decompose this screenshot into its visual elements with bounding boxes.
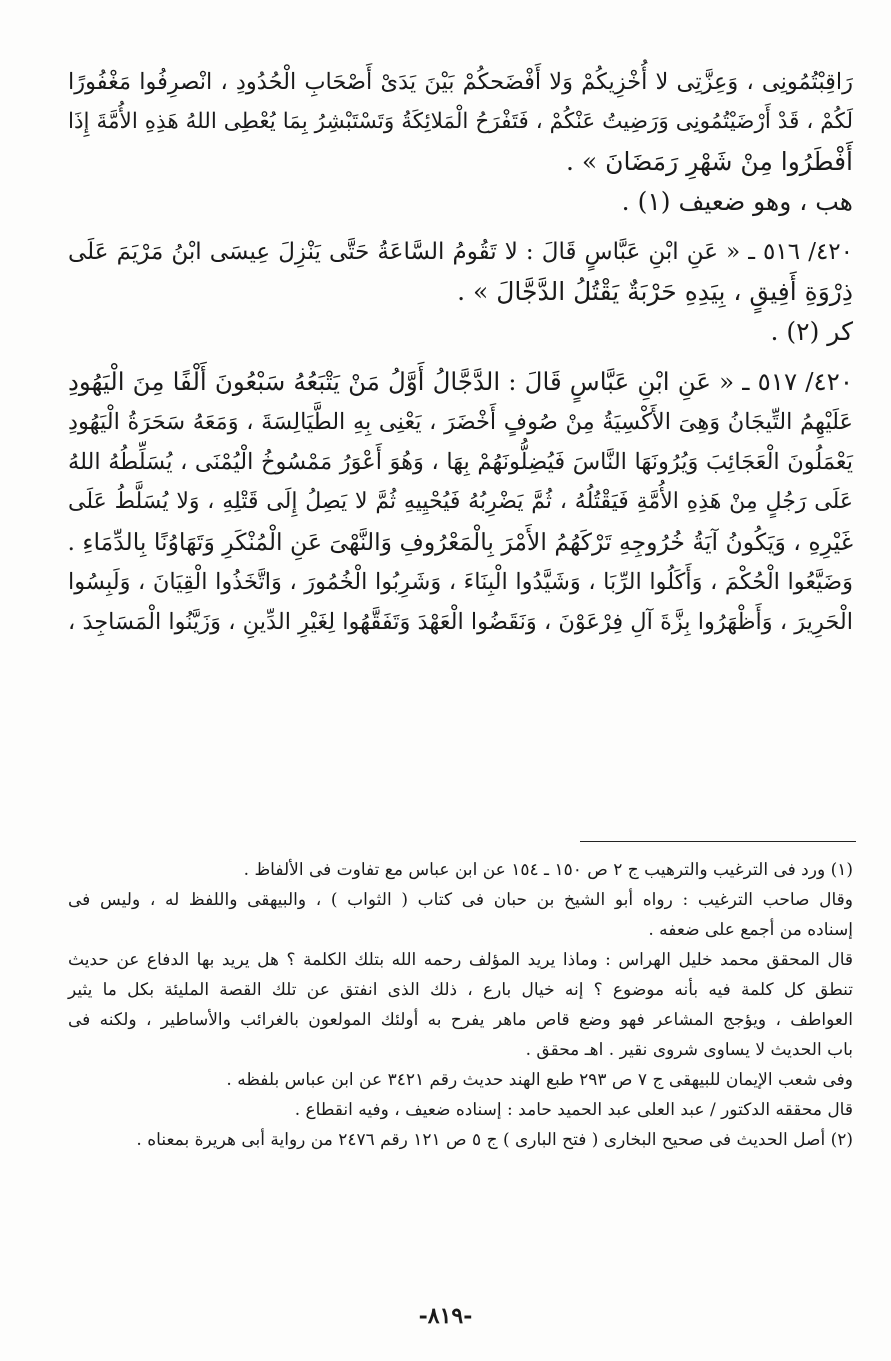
- footnote-2: (٢) أصل الحديث فى صحيح البخارى ( فتح البارى ) ج ٥ ص ١٢١ رقم ٢٤٧٦ من رواية أبى هريرة بمعناه .: [136, 1130, 853, 1150]
- footnote-1-line: إسناده من أجمع على ضعفه .: [648, 920, 853, 940]
- source-reference: هب ، وهو ضعيف (١) .: [621, 187, 853, 216]
- footnote-1-line: باب الحديث لا يساوى شروى نقير . اهـ محقق .: [525, 1040, 853, 1060]
- hadith-517-line: ٤٢٠/ ٥١٧ ـ « عَنِ ابْنِ عَبَّاسٍ قَالَ : الدَّجَّالُ أَوَّلُ مَنْ يَتْبَعُهُ سَبْعُونَ أَلْفًا مِنَ الْيَهُودِ: [68, 367, 853, 396]
- footnote-1-line: قال محققه الدكتور / عبد العلى عبد الحميد حامد : إسناده ضعيف ، وفيه انقطاع .: [294, 1100, 853, 1120]
- footnote-1-line: وفى شعب الإيمان للبيهقى ج ٧ ص ٢٩٣ طبع الهند حديث رقم ٣٤٢١ عن ابن عباس بلفظه .: [226, 1070, 853, 1090]
- hadith-516-line: ذِرْوَةِ أَفِيقٍ ، بِيَدِهِ حَرْبَةٌ يَقْتُلُ الدَّجَّالَ » .: [457, 277, 853, 306]
- hadith-517-line: عَلَى رَجُلٍ مِنْ هَذِهِ الأُمَّةِ فَيَقْتُلُهُ ، ثُمَّ يَضْرِبُهُ فَيُحْيِيهِ ثُمَّ لا يَصِلُ إِلَى قَتْلِهِ ، وَلا يُسَلَّطُ عَلَى: [68, 489, 853, 514]
- hadith-517-line: الْحَرِيرَ ، وَأَظْهَرُوا بِزَّةَ آلِ فِرْعَوْنَ ، وَنَقَضُوا الْعَهْدَ وَتَفَقَّهُوا لِغَيْرِ الدِّينِ ، وَزَيَّنُوا الْمَسَاجِدَ ،: [68, 609, 853, 635]
- hadith-517-line: غَيْرِهِ ، وَيَكُونُ آيَةُ خُرُوجِهِ تَرْكَهُمُ الأَمْرَ بِالْمَعْرُوفِ وَالنَّهْىَ عَنِ الْمُنْكَرِ وَتَهَاوُنًا بِالدِّمَاءِ .: [67, 528, 853, 556]
- footnote-1-line: العواطف ، ويؤجج المشاعر فهو وضع قاص ماهر يفرح به أولئك المولعون بالغرائب والأساطير ، ولكنه فى: [68, 1010, 853, 1030]
- footnote-1-line: تنطق كل كلمة فيه بأنه موضوع ؟ إنه خيال بارع ، ذلك الذى انفتق عن تلك القصة المليئة بكل ما يثير: [68, 980, 853, 1000]
- footnote-1-line: قال المحقق محمد خليل الهراس : وماذا يريد المؤلف رحمه الله بتلك الكلمة ؟ هل يريد بها الدفاع عن حديث: [68, 950, 853, 970]
- text-line: أَفْطَرُوا مِنْ شَهْرِ رَمَضَانَ » .: [566, 147, 853, 176]
- hadith-516-line: ٤٢٠/ ٥١٦ ـ « عَنِ ابْنِ عَبَّاسٍ قَالَ : لا تَقُومُ السَّاعَةُ حَتَّى يَنْزِلَ عِيسَى ابْنُ مَرْيَمَ عَلَى: [68, 239, 854, 265]
- hadith-517-line: يَعْمَلُونَ الْعَجَائِبَ وَيُرُونَهَا النَّاسَ فَيُضِلُّونَهُمْ بِهَا ، وَهُوَ أَعْوَرُ مَمْسُوخُ الْيُمْنَى ، يُسَلِّطُهُ اللهُ: [68, 449, 853, 475]
- footnote-divider: [580, 841, 856, 842]
- hadith-517-line: وَضَيَّعُوا الْحُكْمَ ، وَأَكَلُوا الرِّبَا ، وَشَيَّدُوا الْبِنَاءَ ، وَشَرِبُوا الْخُمُورَ ، وَاتَّخَذُوا الْقِيَانَ ، وَلَبِسُوا: [68, 569, 853, 595]
- footnotes: [68, 855, 853, 1155]
- footnote-1-line: وقال صاحب الترغيب : رواه أبو الشيخ بن حبان فى كتاب ( الثواب ) ، والبيهقى واللفظ له ، وليس فى: [68, 890, 853, 910]
- source-reference: كر (٢) .: [770, 317, 853, 346]
- text-line: رَاقِبْتُمُونِى ، وَعِزَّتِى لا أُخْزِيكُمْ وَلا أَفْضَحكُمْ بَيْنَ يَدَىْ أَصْحَابِ الْحُدُودِ ، انْصرِفُوا مَغْفُورًا: [68, 69, 853, 95]
- hadith-517-line: عَلَيْهِمُ التِّيجَانُ وَهِىَ الأَكْسِيَةُ مِنْ صُوفٍ أَخْضَرَ ، يَعْنِى بِهِ الطَّيَالِسَةَ ، وَمَعَهُ سَحَرَةُ الْيَهُودِ: [68, 409, 853, 435]
- text-line: لَكُمْ ، قَدْ أَرْضَيْتُمُونِى وَرَضِيتُ عَنْكُمْ ، فَتَفْرَحُ الْمَلائِكَةُ وَتَسْتَبْشِرُ بِمَا يُعْطِى اللهُ هَذِهِ الأُمَّةَ إِذَا: [68, 109, 853, 134]
- main-text: [68, 62, 853, 642]
- page-number: -٨١٩-: [418, 1303, 473, 1329]
- footnote-1-line: (١) ورد فى الترغيب والترهيب ج ٢ ص ١٥٠ ـ ١٥٤ عن ابن عباس مع تفاوت فى الألفاظ .: [243, 860, 853, 880]
